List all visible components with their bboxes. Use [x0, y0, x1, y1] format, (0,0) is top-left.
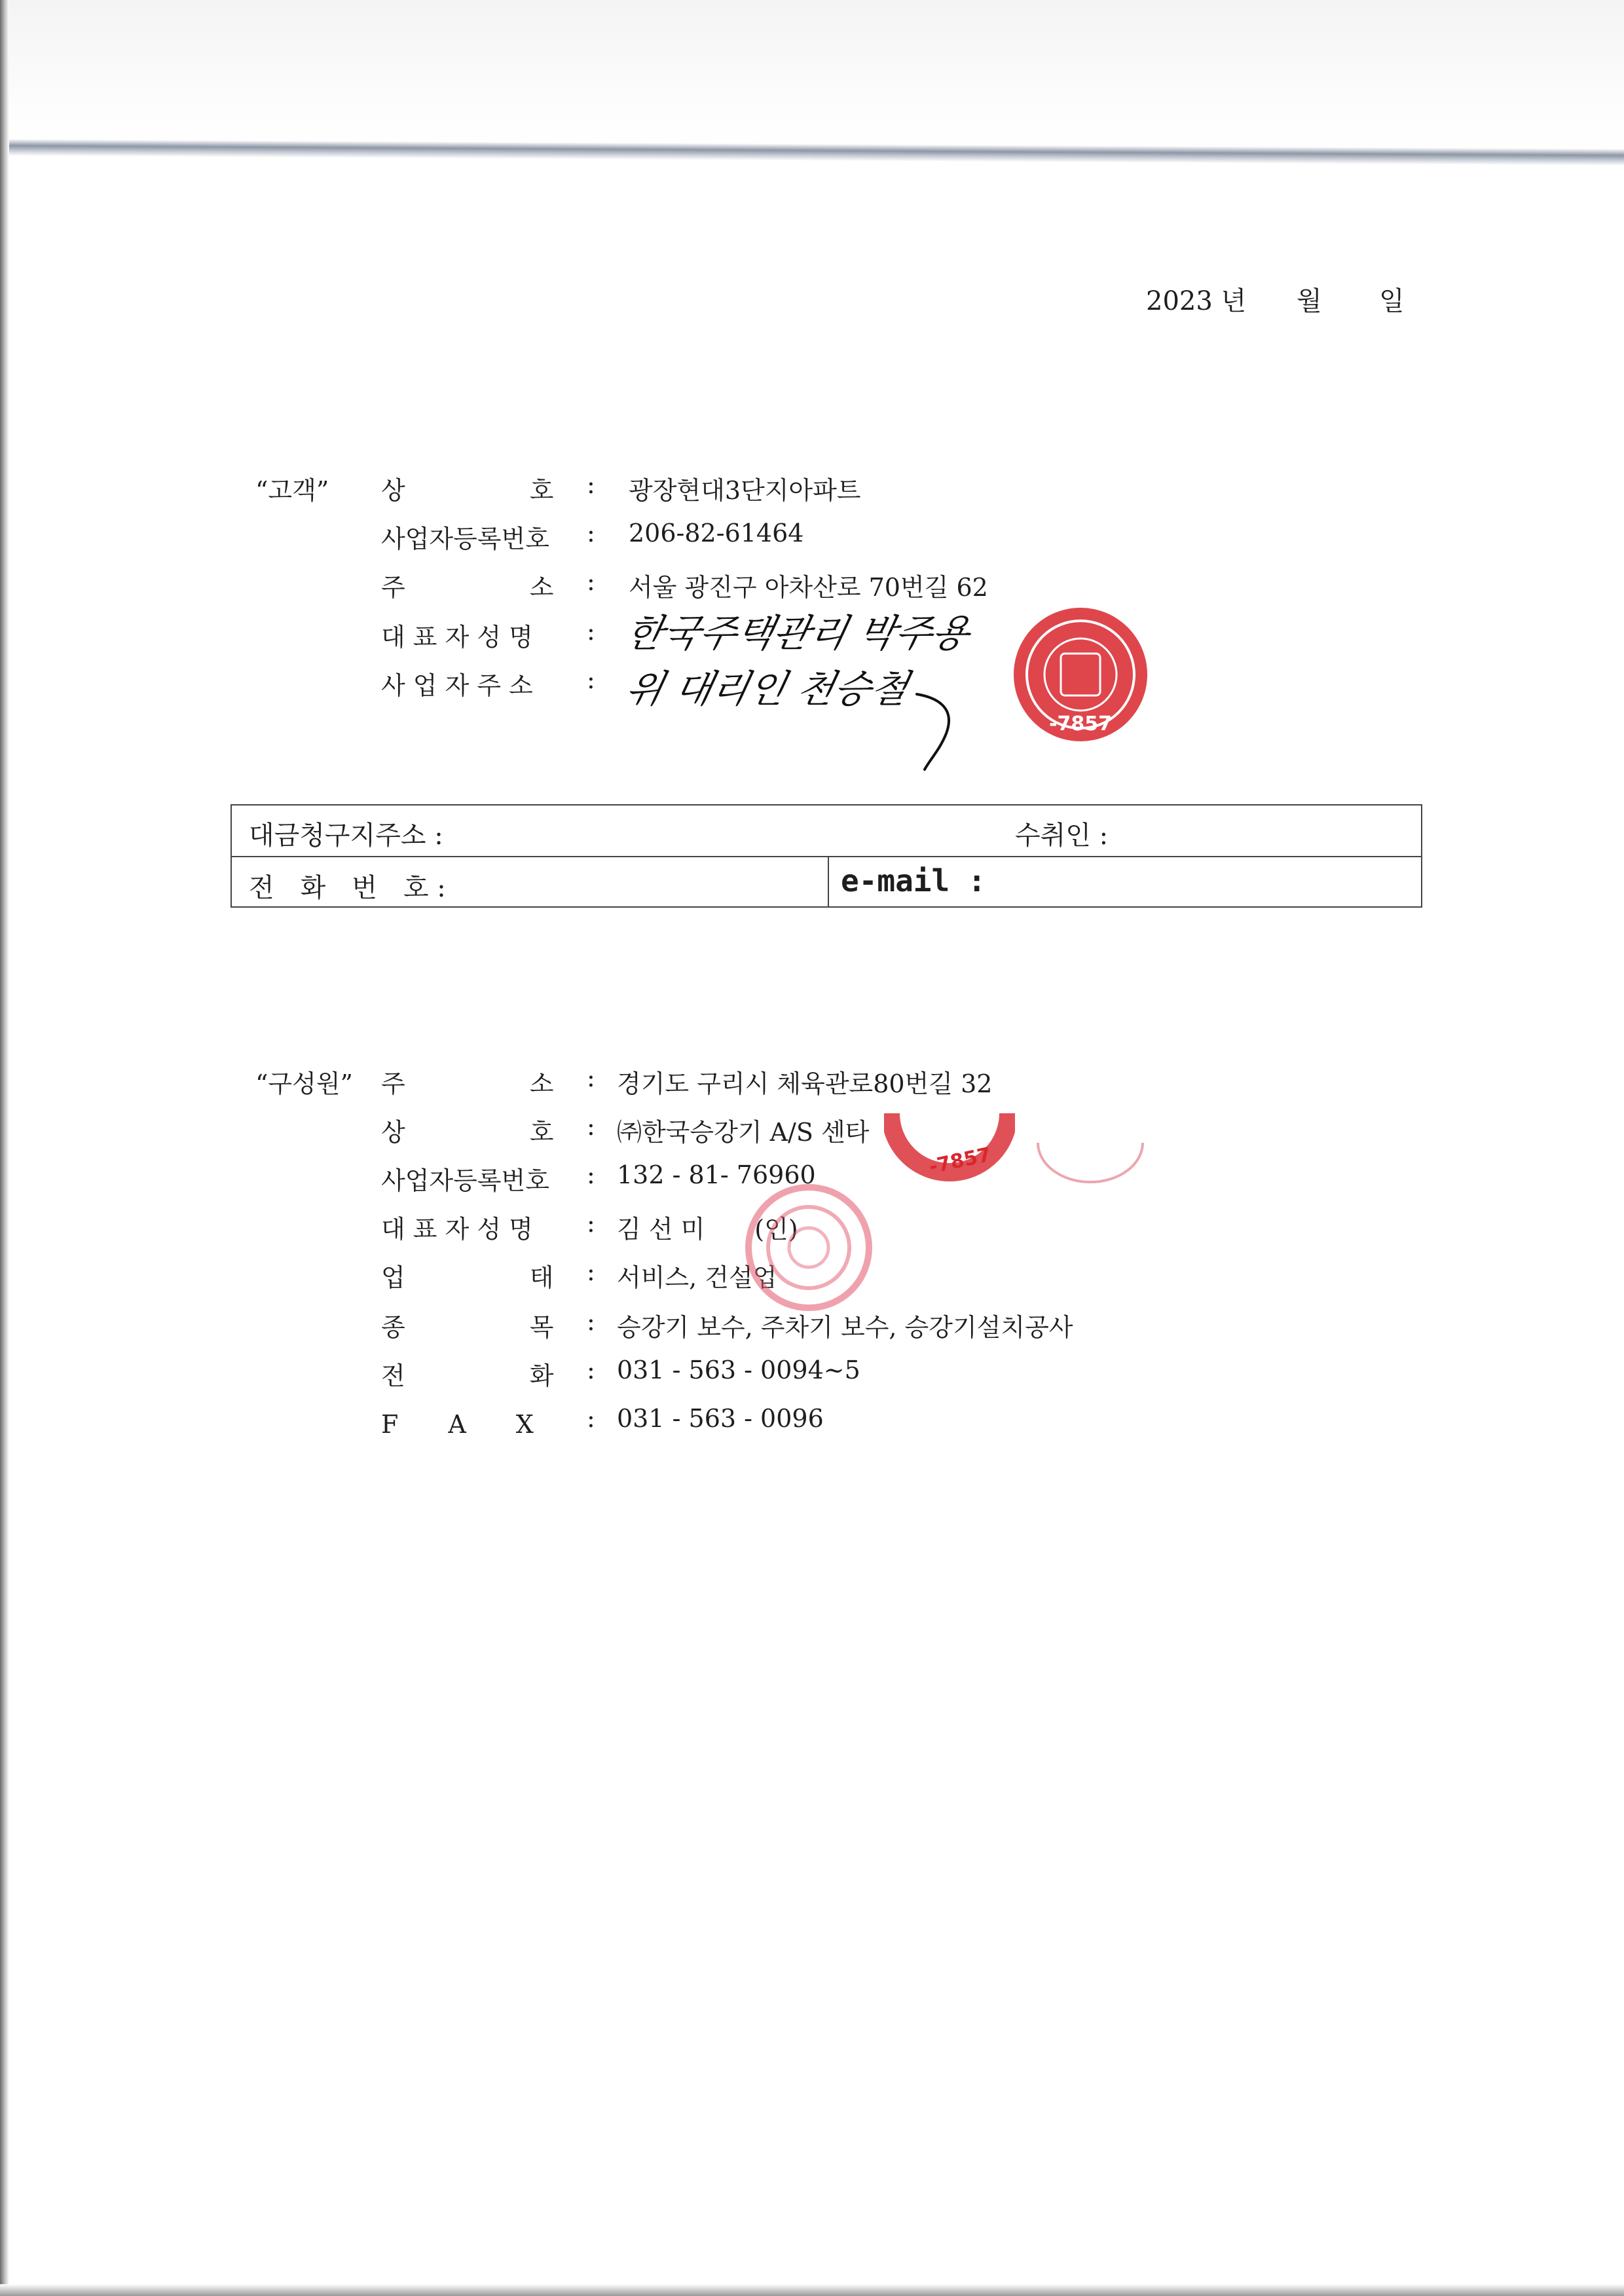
member-phone-label: 전 화 [381, 1361, 554, 1390]
member-item-value: 승강기 보수, 주차기 보수, 승강기설치공사 [617, 1313, 1073, 1342]
table-row-divider [232, 856, 1421, 857]
colon: : [587, 1257, 595, 1286]
table-col-divider [828, 856, 829, 908]
signature-flourish [910, 681, 969, 773]
date-month: 월 [1297, 286, 1322, 316]
date-year: 2023 년 [1146, 286, 1247, 316]
colon: : [587, 1209, 595, 1238]
customer-rep-label: 대 표 자 성 명 [381, 623, 533, 652]
billing-address-label: 대금청구지주소 : [249, 821, 443, 851]
email-label: e-mail : [841, 863, 986, 898]
member-rep-label: 대 표 자 성 명 [381, 1215, 533, 1244]
seal-number: -7857 [1049, 713, 1112, 735]
customer-seal-stamp [1008, 602, 1153, 747]
scan-bottom-edge [0, 2284, 1624, 2296]
colon: : [587, 1160, 595, 1189]
colon: : [587, 470, 595, 499]
handwritten-signature-representative: 한국주택관리 박주용 [621, 611, 974, 656]
handwritten-signature-agent: 위 대리인 천승철 [621, 667, 913, 711]
colon: : [587, 665, 595, 694]
member-phone-value: 031 - 563 - 0094~5 [617, 1356, 860, 1384]
colon: : [587, 1112, 595, 1141]
colon: : [587, 567, 595, 596]
member-address-label: 주 소 [381, 1069, 554, 1098]
faded-seal-arc [1035, 1139, 1146, 1185]
colon: : [587, 1404, 595, 1433]
phone-number-label: 전 화 번 호 : [249, 873, 446, 903]
colon: : [587, 1064, 595, 1092]
seal-number: -7857 [927, 1143, 993, 1179]
customer-address-label: 주 소 [381, 573, 554, 602]
scan-top-shadow [0, 0, 1624, 157]
member-item-label: 종 목 [381, 1313, 554, 1342]
member-regno-value: 132 - 81- 76960 [617, 1160, 816, 1189]
member-company-label: 상 호 [381, 1118, 554, 1147]
member-rep-value: 김 선 미 (인) [617, 1215, 798, 1244]
customer-name-value: 광장현대3단지아파트 [629, 476, 861, 505]
member-address-value: 경기도 구리시 체육관로80번길 32 [617, 1069, 993, 1098]
member-fax-label: F A X [381, 1410, 534, 1439]
member-fax-value: 031 - 563 - 0096 [617, 1404, 824, 1433]
member-seal-stamp-partial [884, 1107, 1015, 1185]
customer-name-label: 상 호 [381, 476, 554, 505]
customer-regno-label: 사업자등록번호 [381, 525, 549, 553]
member-biztype-label: 업 태 [381, 1263, 554, 1292]
colon: : [587, 617, 595, 646]
billing-info-table [231, 804, 1422, 908]
member-tag: “구성원” [255, 1069, 353, 1098]
member-company-value: ㈜한국승강기 A/S 센타 [617, 1118, 870, 1147]
member-regno-label: 사업자등록번호 [381, 1166, 549, 1195]
customer-regno-value: 206-82-61464 [629, 519, 804, 547]
date-day: 일 [1379, 286, 1405, 316]
customer-address-value: 서울 광진구 아차산로 70번길 62 [629, 573, 988, 602]
colon: : [587, 519, 595, 547]
scan-left-edge [0, 0, 9, 2296]
colon: : [587, 1307, 595, 1336]
customer-tag: “고객” [255, 476, 329, 505]
representative-seal-stamp [740, 1179, 877, 1316]
customer-bizaddr-label: 사 업 자 주 소 [381, 671, 533, 700]
recipient-label: 수취인 : [1015, 821, 1109, 851]
member-biztype-value: 서비스, 건설업 [617, 1263, 777, 1292]
colon: : [587, 1356, 595, 1384]
